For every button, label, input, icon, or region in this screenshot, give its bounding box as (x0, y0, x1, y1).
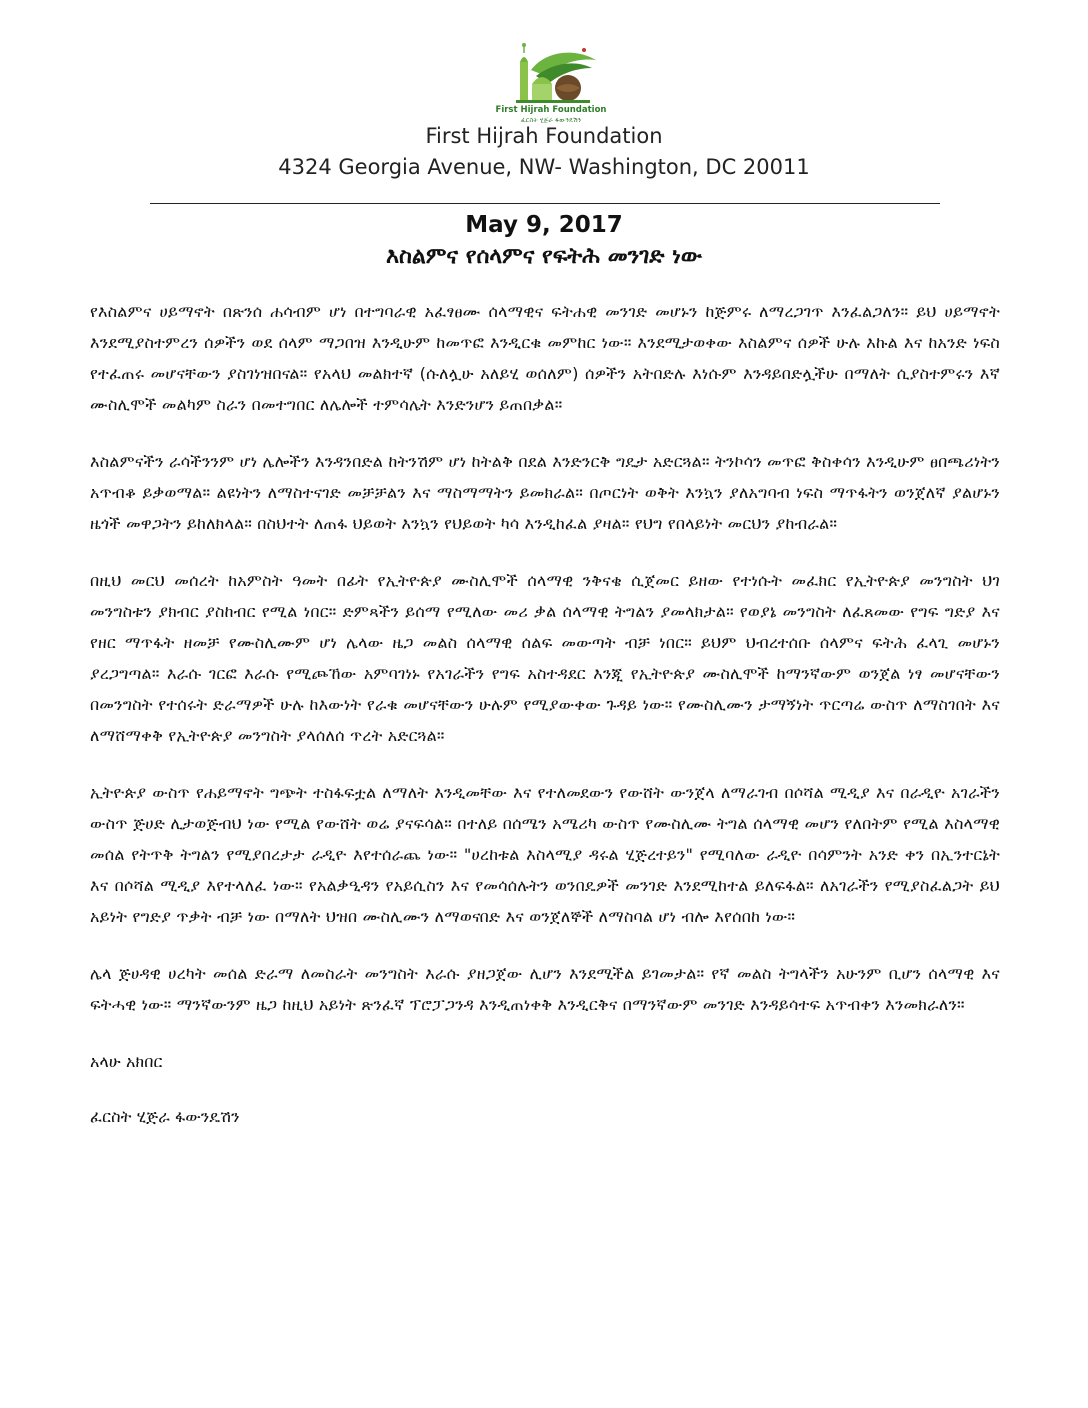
letter-date: May 9, 2017 (465, 212, 623, 238)
body-paragraph: የእስልምና ሀይማኖት በጽንሰ ሐሳብም ሆነ በተግባራዊ አፈፃፀሙ ሰላማዊና ፍትሐዊ መንገድ መሆኑን ከጅምሩ ለማረጋገጥ እንፈልጋለን። ይህ ሀይማኖት እንደሚያስተምረን ሰዎችን ወደ ሰላም ማጋበዝ እንዲሁም ከመጥፎ እንዲርቁ መምከር ነው። እንደሚታወቀው እስልምና ሰዎች ሁሉ እኩል እና ከአንድ ነፍስ የተፈጠሩ መሆናቸውን ያስገነዝበናል። የአላህ መልክተኛ (ሱለሏሁ አለይሂ ወሰለም) ሰዎችን አትበድሉ እነሱም እንዳይበድሏችሁ በማለት ሲያስተምሩን እኛ ሙስሊሞች መልካም ስራን በመተግበር ለሌሎች ተምሳሌት እንድንሆን ይጠበቃል። (90, 302, 1000, 414)
body-paragraph: ኢትዮጵያ ውስጥ የሐይማኖት ግጭት ተስፋፍቷል ለማለት እንዲመቸው እና የተለመደውን የውሸት ውንጀላ ለማራገብ በሶሻል ሚዲያ እና በራዲዮ አገራችን ውስጥ ጅሀድ ሊታወጅብህ ነው የሚል የውሸት ወሬ ያናፍሳል። በተለይ በሰሜን አሜሪካ ውስጥ የሙስሊሙ ትግል ሰላማዊ መሆን የለበትም የሚል እስላማዊ መሰል የትጥቅ ትግልን የሚያበረታታ ራዲዮ እየተሰራጨ ነው። "ሀረከቱል እስላሚያ ዳሩል ሂጅረተይን" የሚባለው ራዲዮ በሳምንት አንድ ቀን በኢንተርኔት እና በሶሻል ሚዲያ እየተላለፈ ነው። የአልቃዒዳን የአይሲስን እና የመሳሰሉትን ወንበዴዎች መንገድ እንደሚከተል ይለፍፋል። ለአገራችን የሚያስፈልጋት ይህ አይነት የግድያ ጥቃት ብቻ ነው በማለት ህዝበ ሙስሊሙን ለማወናበድ እና ወንጀለኞች ለማስባል ሆነ ብሎ እየሰበከ ነው። (90, 783, 1000, 926)
letter-title: እስልምና የሰላምና የፍትሕ መንገድ ነው (385, 244, 703, 269)
organization-address: 4324 Georgia Avenue, NW- Washington, DC 20011 (278, 155, 810, 179)
body-paragraph: ሌላ ጅሀዳዊ ሀረካት መሰል ድራማ ለመስራት መንግስት እራሱ ያዘጋጀው ሊሆን እንደሚችል ይገመታል። የኛ መልስ ትግላችን አሁንም ቢሆን ሰላማዊ እና ፍትሓዊ ነው። ማንኛውንም ዜጋ ከዚህ አይነት ጽንፈኛ ፕሮፓጋንዳ እንዲጠነቀቅ እንዲርቅና በማንኛውም መንገድ እንዳይሳተፍ አጥብቀን እንመክራለን። (90, 964, 1000, 1014)
letter-body (90, 296, 1000, 1156)
organization-name: First Hijrah Foundation (425, 124, 663, 148)
header-divider (150, 203, 940, 204)
body-paragraph: እስልምናችን ራሳችንንም ሆነ ሌሎችን እንዳንበድል ከትንሽም ሆነ ከትልቅ በደል እንድንርቅ ግዴታ አድርጓል። ትንኮሳን መጥፎ ቅስቀሳን እንዲሁም ፀበጫሪነትን አጥብቆ ይቃወማል። ልዩነትን ለማስተናገድ መቻቻልን እና ማስማማትን ይመክራል። በጦርነት ወቅት እንኳን ያለአግባብ ነፍስ ማጥፋትን ወንጀለኛ ያልሆኑን ዜጎች መዋጋትን ይከለክላል። በስህተት ለጠፋ ህይወት እንኳን የህይወት ካሳ እንዲከፈል ያዛል። የህግ የበላይነት መርህን ያከብራል። (90, 452, 1000, 533)
signature-line: ፈርስት ሂጅራ ፋውንዴሽን (90, 1107, 240, 1126)
closing-line: አላሁ አክበር (90, 1052, 163, 1071)
body-paragraph: በዚህ መርህ መሰረት ከአምስት ዓመት በፊት የኢትዮጵያ ሙስሊሞች ሰላማዊ ንቅናቄ ሲጀመር ይዘው የተነሱት መፈክር የኢትዮጵያ መንግስት ህገ መንግስቱን ያክብር ያስከብር የሚል ነበር። ድምጻችን ይሰማ የሚለው መሪ ቃል ሰላማዊ ትግልን ያመላክታል። የወያኔ መንግስት ለፈጸመው የግፍ ግድያ እና የዘር ማጥፋት ዘመቻ የሙስሊሙም ሆነ ሌላው ዜጋ መልስ ሰላማዊ ሰልፍ መውጣት ብቻ ነበር። ይህም ህብረተሰቡ ሰላምና ፍትሕ ፈላጊ መሆኑን ያረጋግጣል። እራሱ ገርፎ እራሱ የሚጮኸው አምባገነኑ የአገራችን የግፍ አስተዳደር እንጂ የኢትዮጵያ ሙስሊሞች ከማንኛውም ወንጀል ነፃ መሆናቸውን በመንግስት የተሰሩት ድራማዎች ሁሉ ከእውነት የራቁ መሆናቸውን ሁሉም የሚያውቀው ጉዳይ ነው። የሙስሊሙን ታማኝነት ጥርጣሬ ውስጥ ለማስገበት እና ለማሸማቀቅ የኢትዮጵያ መንግስት ያላሰለሰ ጥረት አድርጓል። (90, 571, 1000, 745)
foundation-logo (476, 40, 626, 126)
logo-caption-english: First Hijrah Foundation (495, 105, 607, 115)
logo-caption-amharic: ፈርስት ሂጅራ ፋውንዴሽን (520, 116, 582, 124)
